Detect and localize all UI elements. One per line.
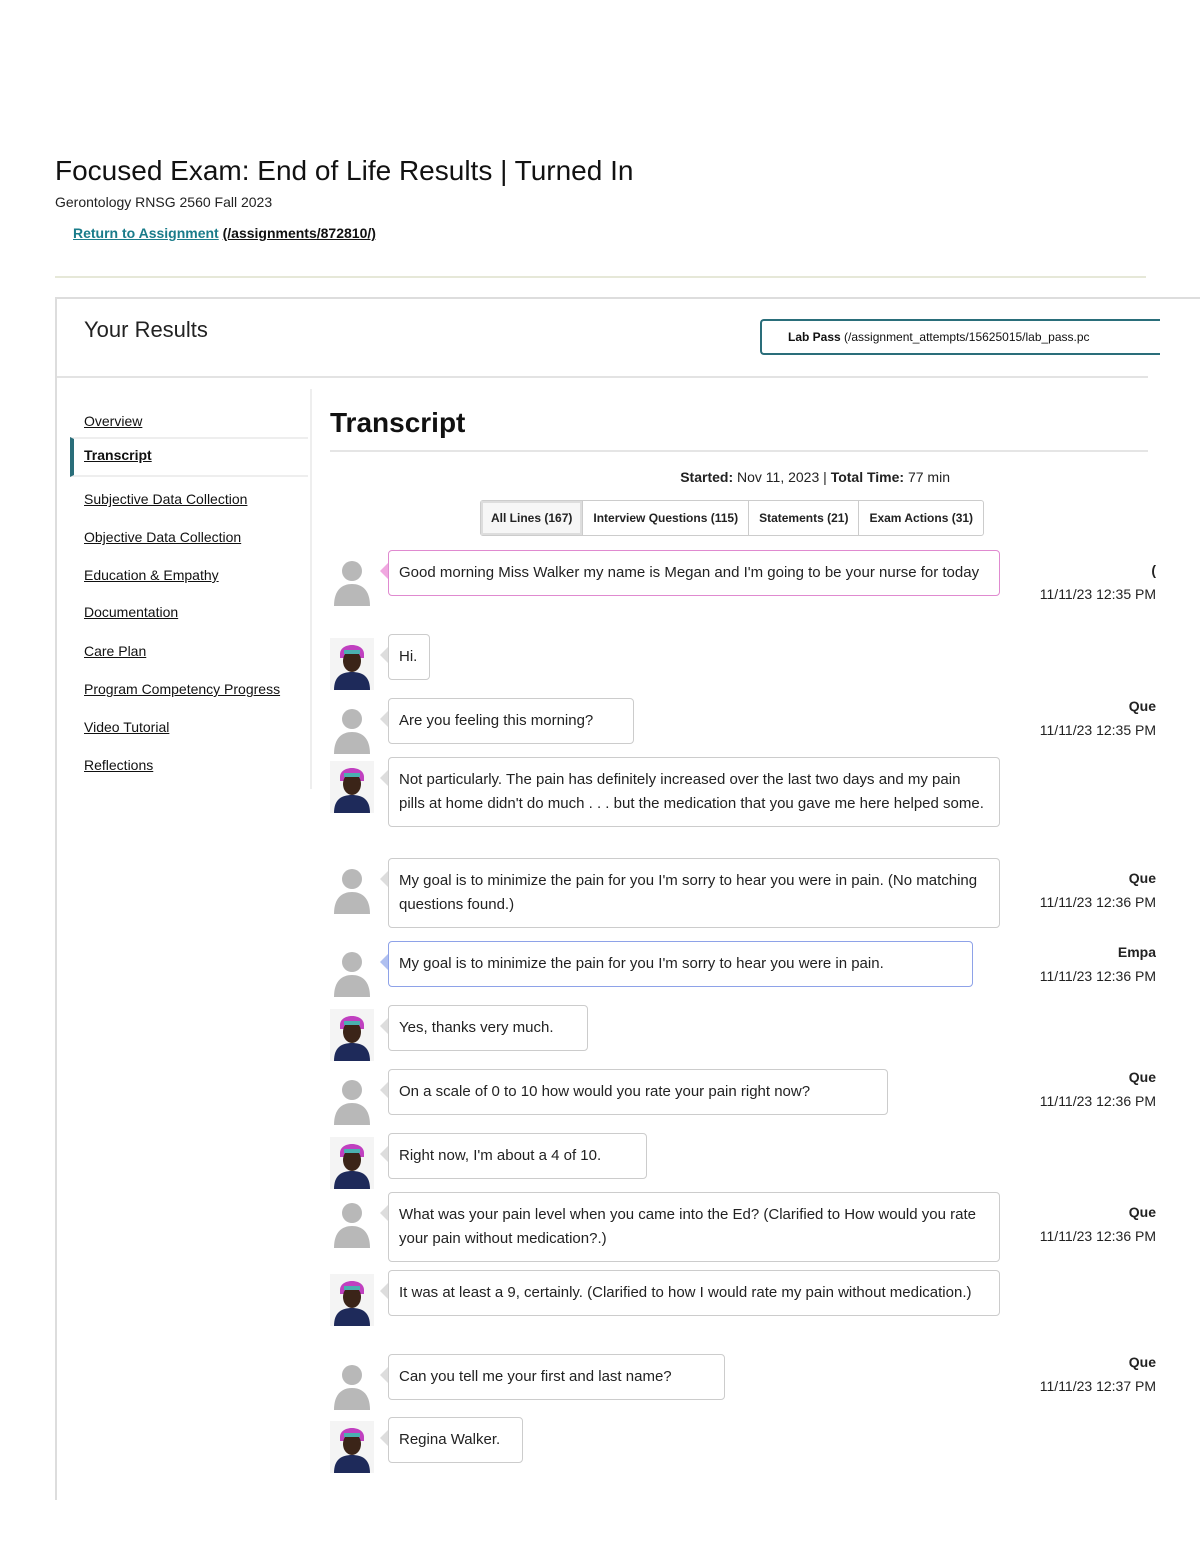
- results-title: Your Results: [84, 317, 208, 342]
- student-avatar: [330, 554, 374, 606]
- transcript-summary: [330, 469, 950, 485]
- message-bubble: What was your pain level when you came into the Ed? (Clarified to How would you rate your pain without medication?.): [388, 1192, 1000, 1262]
- student-avatar: [330, 862, 374, 914]
- student-message-row: [330, 698, 1156, 752]
- lab-pass-url: (/assignment_attempts/15625015/lab_pass.pc: [844, 330, 1090, 344]
- results-card: [55, 297, 1200, 1500]
- sidebar-item-program-competency-progress[interactable]: [72, 671, 310, 709]
- results-header: [57, 299, 1148, 378]
- sidebar-item-video-tutorial[interactable]: [72, 709, 310, 747]
- patient-avatar: [330, 761, 374, 813]
- message-bubble: Can you tell me your first and last name?: [388, 1354, 725, 1400]
- started-value: Nov 11, 2023: [737, 469, 820, 485]
- message-timestamp: 11/11/23 12:36 PM: [1039, 1228, 1156, 1244]
- patient-avatar: [330, 638, 374, 690]
- patient-message-row: [330, 1133, 1150, 1187]
- message-category: Que: [1128, 698, 1156, 714]
- course-name: Gerontology RNSG 2560 Fall 2023: [55, 194, 273, 210]
- sidebar-item-overview[interactable]: [72, 403, 310, 441]
- filter-all-lines[interactable]: All Lines (167): [481, 501, 583, 535]
- total-time-value: 77 min: [907, 469, 950, 485]
- page-title: Focused Exam: End of Life Results | Turned In: [55, 155, 634, 186]
- return-link-url: (/assignments/872810/): [222, 225, 376, 241]
- filter-statements[interactable]: Statements (21): [749, 501, 859, 535]
- message-timestamp: 11/11/23 12:36 PM: [1039, 894, 1156, 910]
- message-timestamp: 11/11/23 12:37 PM: [1039, 1378, 1156, 1394]
- return-link-text[interactable]: Return to Assignment: [73, 225, 219, 241]
- patient-avatar: [330, 1137, 374, 1189]
- message-bubble: My goal is to minimize the pain for you I'm sorry to hear you were in pain.: [388, 941, 973, 987]
- message-category: Que: [1128, 1204, 1156, 1220]
- message-meta: [1016, 1354, 1156, 1394]
- patient-message-row: [330, 1417, 1150, 1471]
- total-time-label: Total Time:: [830, 469, 905, 485]
- message-timestamp: 11/11/23 12:36 PM: [1039, 1093, 1156, 1109]
- patient-message-row: [330, 1270, 1150, 1346]
- student-avatar: [330, 1358, 374, 1410]
- message-bubble: Regina Walker.: [388, 1417, 523, 1463]
- message-timestamp: 11/11/23 12:35 PM: [1039, 722, 1156, 738]
- started-label: Started:: [680, 469, 734, 485]
- sidebar-item-reflections[interactable]: [72, 747, 310, 785]
- message-category: (: [1151, 562, 1156, 578]
- patient-message-row: [330, 634, 1150, 686]
- student-message-row: [330, 1192, 1156, 1268]
- sidebar-item-education-empathy[interactable]: [72, 557, 310, 595]
- student-avatar: [330, 945, 374, 997]
- sidebar-item-label[interactable]: Documentation: [84, 604, 179, 620]
- filter-exam-actions[interactable]: Exam Actions (31): [869, 511, 974, 525]
- patient-message-row: [330, 1005, 1150, 1059]
- message-meta: [1016, 1069, 1156, 1109]
- filter-interview-questions[interactable]: Interview Questions (115): [583, 501, 749, 535]
- sidebar-item-documentation[interactable]: [72, 594, 310, 632]
- transcript-divider: [330, 450, 1148, 452]
- sidebar-item-label[interactable]: Objective Data Collection: [84, 529, 242, 545]
- sidebar-item-label[interactable]: Overview: [84, 413, 143, 429]
- message-timestamp: 11/11/23 12:35 PM: [1039, 586, 1156, 602]
- sidebar-item-label[interactable]: Care Plan: [84, 643, 147, 659]
- patient-avatar: [330, 1274, 374, 1326]
- message-meta: [1016, 1204, 1156, 1244]
- message-category: Que: [1128, 870, 1156, 886]
- message-bubble: My goal is to minimize the pain for you I'm sorry to hear you were in pain. (No matching questions found.): [388, 858, 1000, 928]
- sidebar-item-label[interactable]: Transcript: [84, 447, 152, 463]
- message-bubble: Hi.: [388, 634, 430, 680]
- student-avatar: [330, 1073, 374, 1125]
- message-meta: [1016, 562, 1156, 602]
- message-meta: [1016, 944, 1156, 984]
- transcript-title: Transcript: [330, 407, 466, 438]
- sidebar-item-label[interactable]: Subjective Data Collection: [84, 491, 248, 507]
- message-bubble: On a scale of 0 to 10 how would you rate your pain right now?: [388, 1069, 888, 1115]
- sidebar-item-care-plan[interactable]: [72, 633, 310, 671]
- message-category: Empa: [1117, 944, 1156, 960]
- message-category: Que: [1128, 1069, 1156, 1085]
- student-message-row: [330, 941, 1156, 995]
- sidebar-item-label[interactable]: Video Tutorial: [84, 719, 170, 735]
- sidebar-item-objective-data-collection[interactable]: [72, 519, 310, 557]
- student-avatar: [330, 702, 374, 754]
- message-bubble: It was at least a 9, certainly. (Clarified to how I would rate my pain without medication.): [388, 1270, 1000, 1316]
- return-to-assignment-link[interactable]: [73, 225, 376, 241]
- student-message-row: [330, 550, 1156, 626]
- message-timestamp: 11/11/23 12:36 PM: [1039, 968, 1156, 984]
- message-meta: [1016, 698, 1156, 738]
- student-message-row: [330, 1069, 1156, 1123]
- message-meta: [1016, 870, 1156, 910]
- patient-message-row: [330, 757, 1150, 857]
- lab-pass-button[interactable]: [760, 319, 1160, 355]
- sidebar-item-transcript[interactable]: [70, 437, 308, 477]
- message-bubble: Are you feeling this morning?: [388, 698, 634, 744]
- lab-pass-label: Lab Pass: [788, 330, 841, 344]
- student-message-row: [330, 1354, 1156, 1408]
- student-message-row: [330, 858, 1156, 934]
- message-bubble: Good morning Miss Walker my name is Megan and I'm going to be your nurse for today: [388, 550, 1000, 596]
- sidebar-item-label[interactable]: Reflections: [84, 757, 154, 773]
- sidebar-item-subjective-data-collection[interactable]: [72, 481, 310, 519]
- message-bubble: Yes, thanks very much.: [388, 1005, 588, 1051]
- sidebar-item-label[interactable]: Education & Empathy: [84, 567, 219, 583]
- student-avatar: [330, 1196, 374, 1248]
- patient-avatar: [330, 1421, 374, 1473]
- results-sidebar: [70, 389, 312, 789]
- message-bubble: Not particularly. The pain has definitely increased over the last two days and my pain pills at home didn't do much . . . but the medication that you gave me here helped some.: [388, 757, 1000, 827]
- transcript-filter-tabs: [480, 500, 984, 536]
- sidebar-item-label[interactable]: Program Competency Progress: [84, 681, 281, 697]
- summary-separator: |: [823, 469, 827, 485]
- message-category: Que: [1128, 1354, 1156, 1370]
- patient-avatar: [330, 1009, 374, 1061]
- header-divider: [55, 276, 1146, 278]
- message-bubble: Right now, I'm about a 4 of 10.: [388, 1133, 647, 1179]
